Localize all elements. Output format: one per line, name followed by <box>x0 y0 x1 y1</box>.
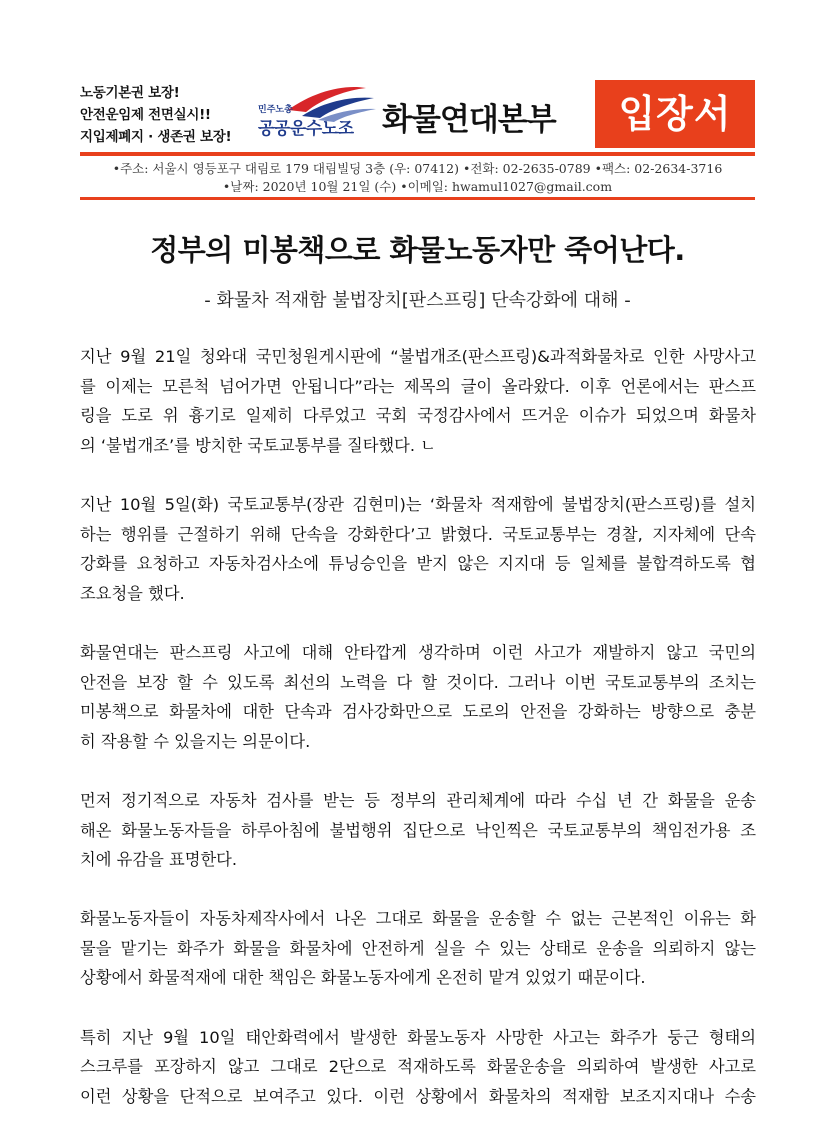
paragraph-1 <box>80 342 756 460</box>
text-line: 링을 도로 위 흉기로 일제히 다루었고 국회 국정감사에서 뜨거운 이슈가 되었으며 화물차 <box>80 406 756 426</box>
letterhead <box>80 80 755 150</box>
document-subtitle: - 화물차 적재함 불법장치[판스프링] 단속강화에 대해 - <box>204 290 631 311</box>
paragraph-6 <box>80 1023 756 1112</box>
bottom-divider <box>80 197 755 200</box>
organization-name: 화물연대본부 <box>382 102 556 138</box>
union-logo <box>258 82 378 144</box>
text-line: 의 ‘불법개조’를 방치한 국토교통부를 질타했다. ㄴ <box>80 435 436 455</box>
paragraph-4 <box>80 786 756 875</box>
text-line: 를 이제는 모른척 넘어가면 안됩니다”라는 제목의 글이 올라왔다. 이후 언론에서는 판스프 <box>80 376 756 396</box>
text-line: 특히 지난 9월 10일 태안화력에서 발생한 화물노동자 사망한 사고는 화주가 둥근 형태의 <box>80 1027 756 1047</box>
paragraph-3 <box>80 638 756 756</box>
logo-small-text: 민주노총 <box>258 105 293 115</box>
text-line: 해온 화물노동자들을 하루아침에 불법행위 집단으로 낙인찍은 국토교통부의 책임전가용 조 <box>80 820 756 840</box>
text-line: 하는 행위를 근절하기 위해 단속을 강화한다’고 밝혔다. 국토교통부는 경찰, 지자체에 단속 <box>80 524 756 544</box>
slogan-3: 지입제폐지 · 생존권 보장! <box>80 129 232 145</box>
text-line: 스크루를 포장하지 않고 그대로 2단으로 적재하도록 화물운송을 의뢰하여 발생한 사고로 <box>80 1057 756 1077</box>
text-line: 지난 9월 21일 청와대 국민청원게시판에 “불법개조(판스프링)&과적화물차로 인한 사망사고 <box>80 347 756 366</box>
document-title: 정부의 미봉책으로 화물노동자만 죽어난다. <box>150 233 685 267</box>
text-line: 치에 유감을 표명한다. <box>80 850 238 870</box>
text-line: 강화를 요청하고 자동차검사소에 튜닝승인을 받지 않은 지지대 등 일체를 불합격하도록 협 <box>80 554 756 574</box>
text-line: 지난 10월 5일(화) 국토교통부(장관 김현미)는 ‘화물차 적재함에 불법장치(판스프링)를 설치 <box>80 494 756 514</box>
text-line: 미봉책으로 화물차에 대한 단속과 검사강화만으로 도로의 안전을 강화하는 방향으로 충분 <box>80 702 756 722</box>
document-type-badge: 입장서 <box>595 80 755 148</box>
text-line: 조요청을 했다. <box>80 583 185 603</box>
text-line: 안전을 보장 할 수 있도록 최선의 노력을 다 할 것이다. 그러나 이번 국토교통부의 조치는 <box>80 672 756 692</box>
text-line: 화물연대는 판스프링 사고에 대해 안타깝게 생각하며 이런 사고가 재발하지 않고 국민의 <box>80 642 756 662</box>
text-line: 먼저 정기적으로 자동차 검사를 받는 등 정부의 관리체계에 따라 수십 년 간 화물을 운송 <box>80 790 756 810</box>
text-line: 히 작용할 수 있을지는 의문이다. <box>80 731 311 751</box>
contact-line-date-email: •날짜: 2020년 10월 21일 (수) •이메일: hwamul1027@gmail.com <box>222 179 613 194</box>
document-body <box>80 342 756 1141</box>
top-divider <box>80 152 755 156</box>
paragraph-5 <box>80 904 756 993</box>
paragraph-2 <box>80 490 756 608</box>
contact-line-address: •주소: 서울시 영등포구 대림로 179 대림빌딩 3층 (우: 07412) •전화: 02-2635-0789 •팩스: 02-2634-3716 <box>112 161 723 176</box>
slogan-1: 노동기본권 보장! <box>80 85 180 101</box>
slogan-2: 안전운임제 전면실시!! <box>80 107 211 123</box>
text-line: 상황에서 화물적재에 대한 책임은 화물노동자에게 온전히 맡겨 있었기 때문이다. <box>80 968 646 988</box>
logo-main-text: 공공운수노조 <box>258 119 354 139</box>
text-line: 화물노동자들이 자동차제작사에서 나온 그대로 화물을 운송할 수 없는 근본적인 이유는 화 <box>80 909 756 929</box>
slogans <box>80 82 260 148</box>
text-line: 이런 상황을 단적으로 보여주고 있다. 이런 상황에서 화물차의 적재함 보조지지대나 수송 <box>80 1086 756 1106</box>
text-line: 물을 맡기는 화주가 화물을 화물차에 안전하게 실을 수 있는 상태로 운송을 의뢰하지 않는 <box>80 938 756 958</box>
